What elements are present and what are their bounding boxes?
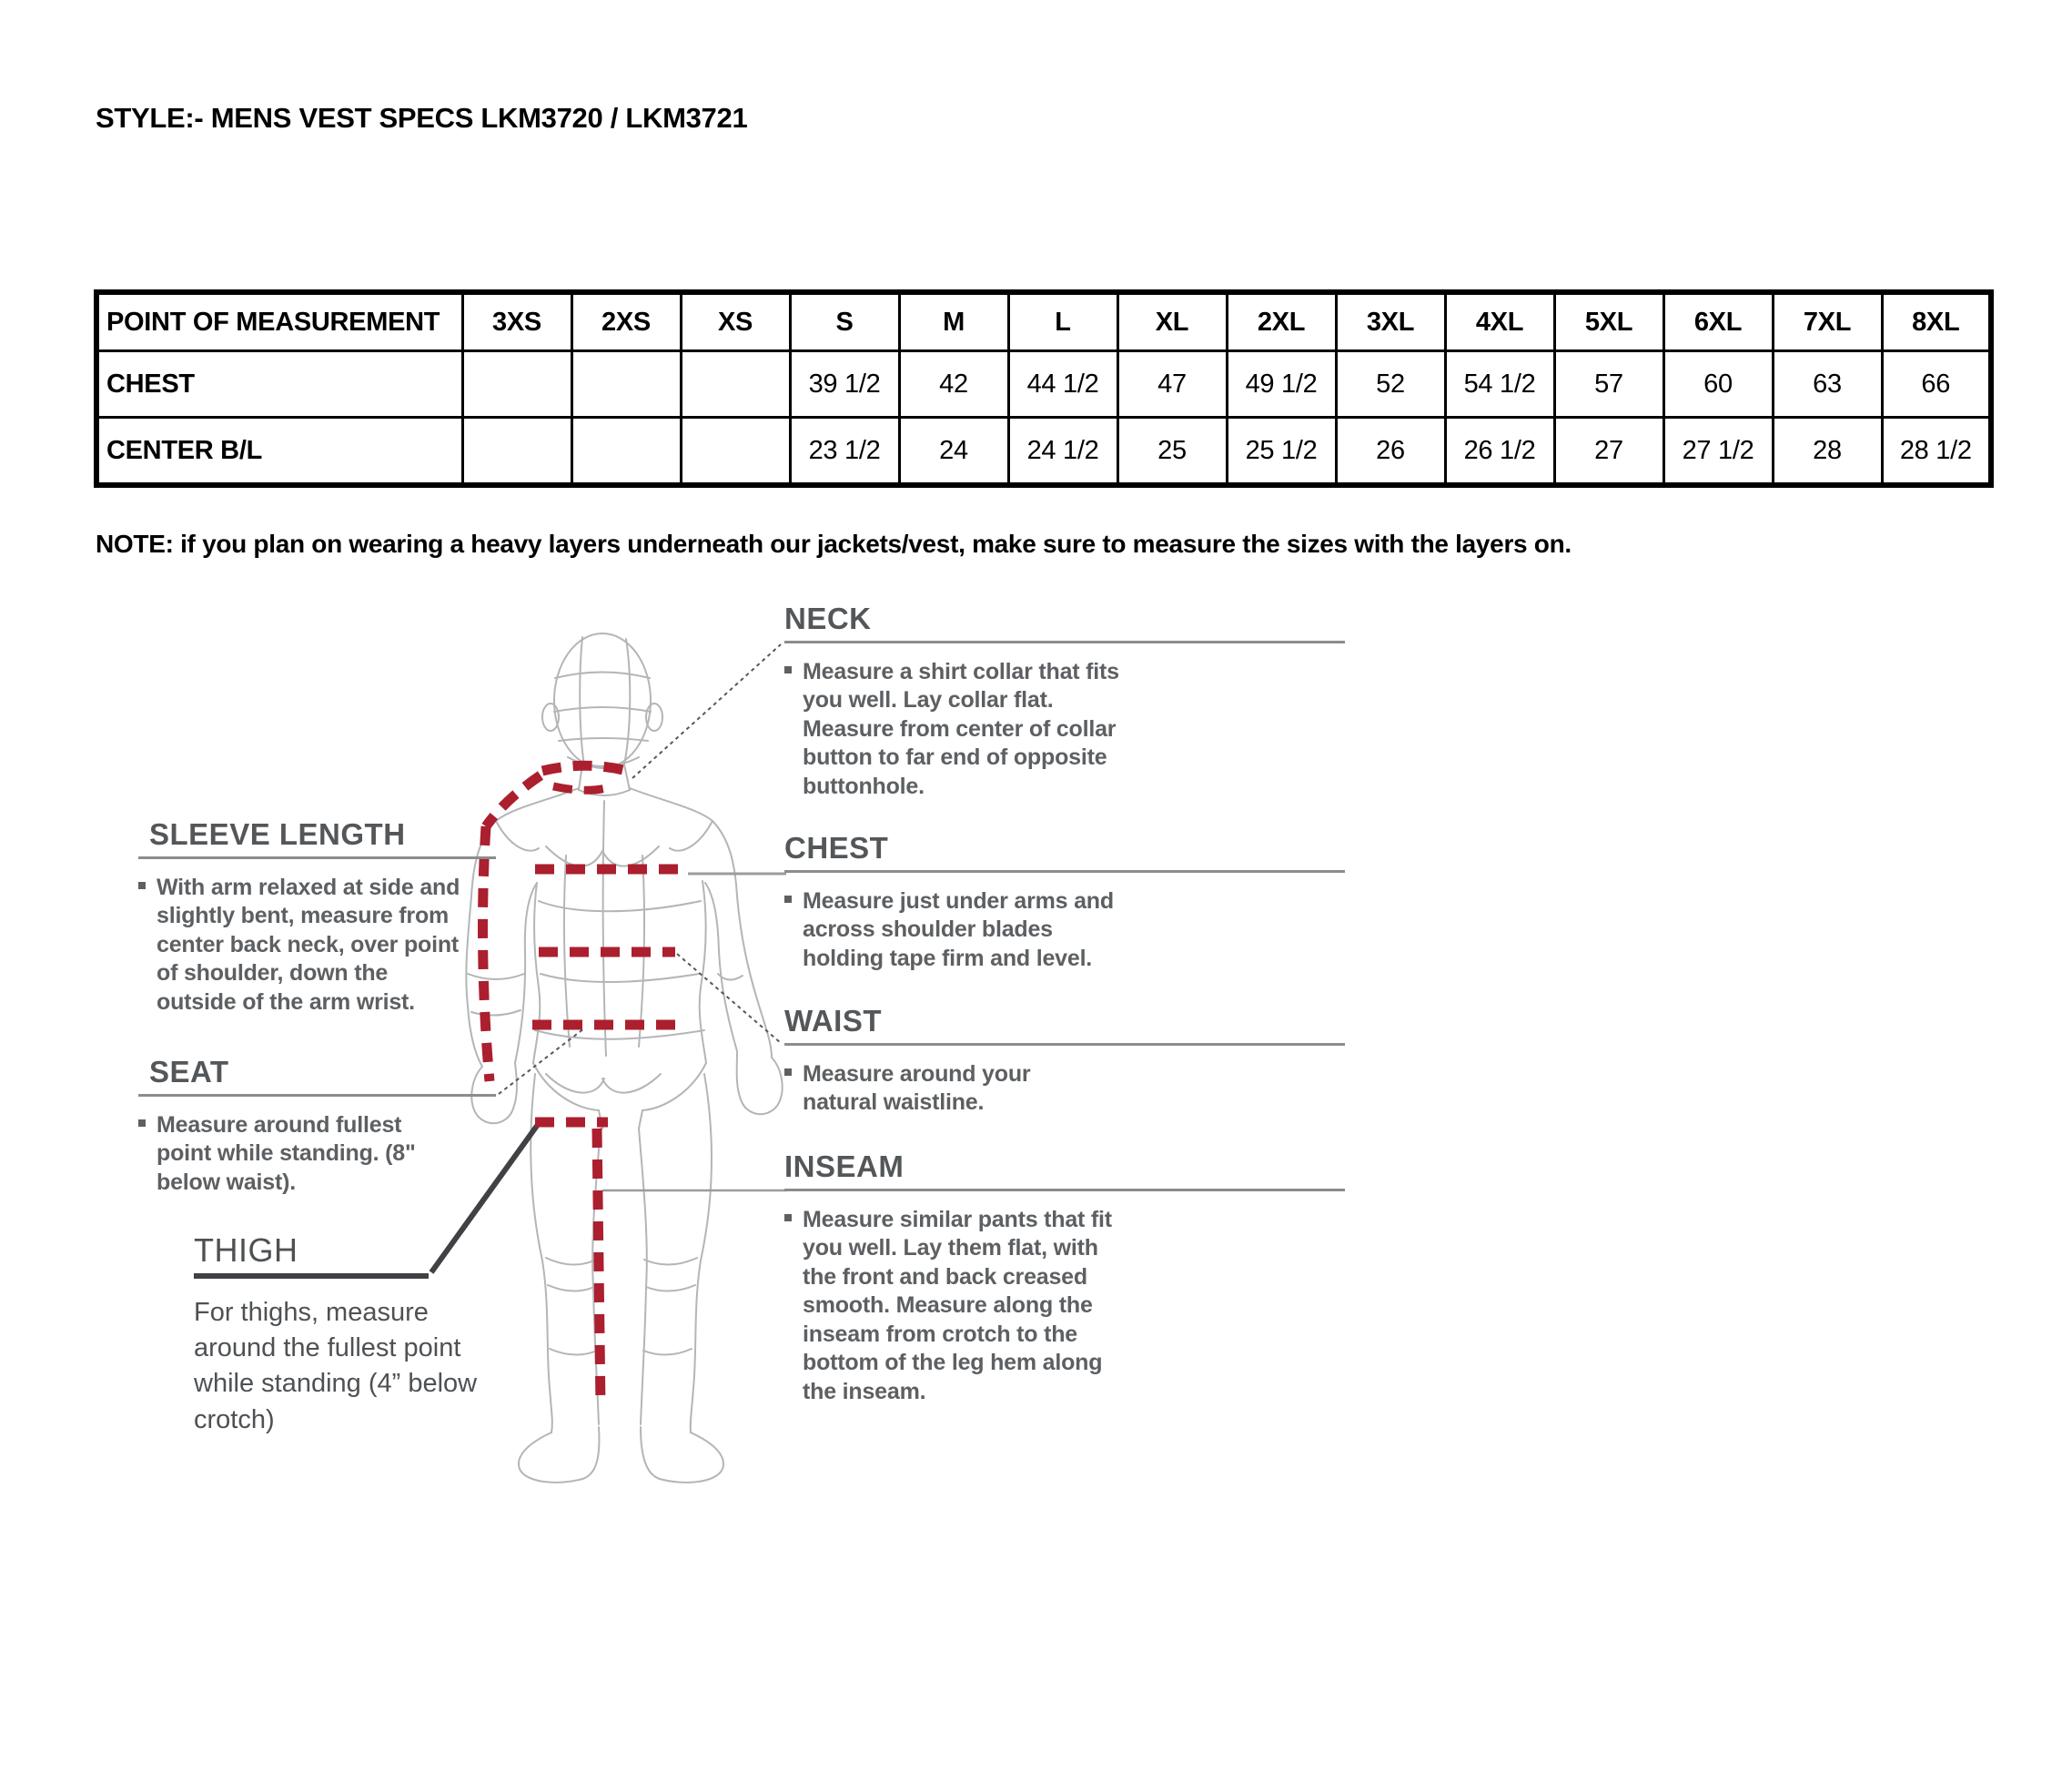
col-header-7xl: 7XL (1773, 292, 1882, 351)
table-cell: 42 (899, 351, 1008, 418)
waist-description-text: Measure around your natural waistline. (803, 1060, 1031, 1116)
section-seat (138, 1054, 496, 1197)
table-cell (462, 351, 571, 418)
chest-description-text: Measure just under arms and across shoulder blades holding tape firm and level. (803, 887, 1114, 971)
table-cell: 27 1/2 (1663, 418, 1773, 486)
table-cell: 23 1/2 (790, 418, 899, 486)
table-cell (462, 418, 571, 486)
seat-description-text: Measure around fullest point while standing. (8" below waist). (157, 1111, 416, 1195)
col-header-xs: XS (681, 292, 790, 351)
sleeve-length-description (138, 874, 466, 1018)
section-waist (784, 1003, 1345, 1118)
chest-description (784, 887, 1123, 974)
waist-rule (784, 1043, 1345, 1046)
col-header-s: S (790, 292, 899, 351)
col-header-2xs: 2XS (571, 292, 681, 351)
table-cell: 44 1/2 (1008, 351, 1117, 418)
neck-rule (784, 641, 1345, 643)
table-cell: 66 (1882, 351, 1991, 418)
sleeve-length-heading: SLEEVE LENGTH (149, 817, 406, 851)
inseam-heading: INSEAM (784, 1149, 905, 1183)
table-cell (681, 418, 790, 486)
table-cell: 27 (1554, 418, 1663, 486)
table-cell: 49 1/2 (1227, 351, 1336, 418)
waist-description (784, 1060, 1057, 1118)
neck-description (784, 658, 1119, 802)
seat-rule (138, 1094, 496, 1097)
seat-heading: SEAT (149, 1055, 229, 1089)
neck-leader-line (632, 644, 781, 778)
section-chest (784, 830, 1345, 973)
table-cell: 26 1/2 (1445, 418, 1554, 486)
inseam-description-text: Measure similar pants that fit you well. Lay them flat, with the front and back creased smooth. Measure along the inseam from crotch to the bottom of the leg hem along the inseam. (803, 1206, 1112, 1404)
inseam-rule (784, 1189, 1345, 1191)
row-label-center-bl: CENTER B/L (96, 418, 462, 486)
page-title: STYLE:- MENS VEST SPECS LKM3720 / LKM3721 (96, 102, 748, 134)
col-header-3xs: 3XS (462, 292, 571, 351)
table-cell (681, 351, 790, 418)
table-cell: 24 (899, 418, 1008, 486)
chest-rule (784, 870, 1345, 873)
col-header-4xl: 4XL (1445, 292, 1554, 351)
col-header-xl: XL (1117, 292, 1227, 351)
table-cell: 63 (1773, 351, 1882, 418)
table-cell: 60 (1663, 351, 1773, 418)
table-cell: 52 (1336, 351, 1445, 418)
square-bullet-icon (784, 1068, 792, 1076)
table-cell (571, 351, 681, 418)
thigh-description: For thighs, measure around the fullest point while standing (4” below crotch) (194, 1298, 478, 1434)
col-header-2xl: 2XL (1227, 292, 1336, 351)
section-sleeve-length (138, 816, 496, 1017)
seat-description (138, 1111, 439, 1198)
table-cell: 25 (1117, 418, 1227, 486)
table-cell: 25 1/2 (1227, 418, 1336, 486)
sleeve-length-description-text: With arm relaxed at side and slightly bent, measure from center back neck, over point of shoulder, down the outside of the arm wrist. (157, 874, 460, 1015)
square-bullet-icon (138, 882, 146, 889)
col-header-l: L (1008, 292, 1117, 351)
col-header-6xl: 6XL (1663, 292, 1773, 351)
square-bullet-icon (784, 666, 792, 673)
sleeve-length-rule (138, 856, 496, 859)
inseam-description (784, 1206, 1128, 1407)
waist-heading: WAIST (784, 1004, 882, 1038)
table-row-chest (96, 351, 1991, 418)
table-cell: 54 1/2 (1445, 351, 1554, 418)
section-neck (784, 601, 1345, 801)
col-header-point-of-measurement: POINT OF MEASUREMENT (96, 292, 462, 351)
section-inseam (784, 1149, 1345, 1406)
neck-description-text: Measure a shirt collar that fits you well. Lay collar flat. Measure from center of collar button to far end of opposite buttonhole. (803, 658, 1119, 799)
col-header-5xl: 5XL (1554, 292, 1663, 351)
inseam-measure-line (597, 1129, 601, 1406)
neck-heading: NECK (784, 602, 872, 635)
square-bullet-icon (784, 1214, 792, 1221)
table-cell: 47 (1117, 351, 1227, 418)
table-cell: 28 1/2 (1882, 418, 1991, 486)
col-header-3xl: 3XL (1336, 292, 1445, 351)
row-label-chest: CHEST (96, 351, 462, 418)
thigh-rule (194, 1273, 429, 1279)
neck-measure-line (542, 765, 631, 772)
table-cell: 26 (1336, 418, 1445, 486)
chest-heading: CHEST (784, 831, 889, 865)
col-header-m: M (899, 292, 1008, 351)
layers-note: NOTE: if you plan on wearing a heavy layers underneath our jackets/vest, make sure to measure the sizes with the layers on. (96, 530, 1572, 558)
square-bullet-icon (138, 1119, 146, 1127)
table-row-center-bl (96, 418, 1991, 486)
table-cell (571, 418, 681, 486)
table-cell: 28 (1773, 418, 1882, 486)
seat-leader-line (499, 1028, 584, 1094)
size-table (94, 289, 1994, 488)
section-thigh (194, 1230, 585, 1438)
table-header-row (96, 292, 1991, 351)
neck-measure-line-2 (553, 786, 610, 790)
col-header-8xl: 8XL (1882, 292, 1991, 351)
table-cell: 39 1/2 (790, 351, 899, 418)
waist-leader-line (677, 954, 781, 1043)
square-bullet-icon (784, 896, 792, 903)
thigh-heading: THIGH (194, 1231, 298, 1269)
table-cell: 57 (1554, 351, 1663, 418)
table-cell: 24 1/2 (1008, 418, 1117, 486)
